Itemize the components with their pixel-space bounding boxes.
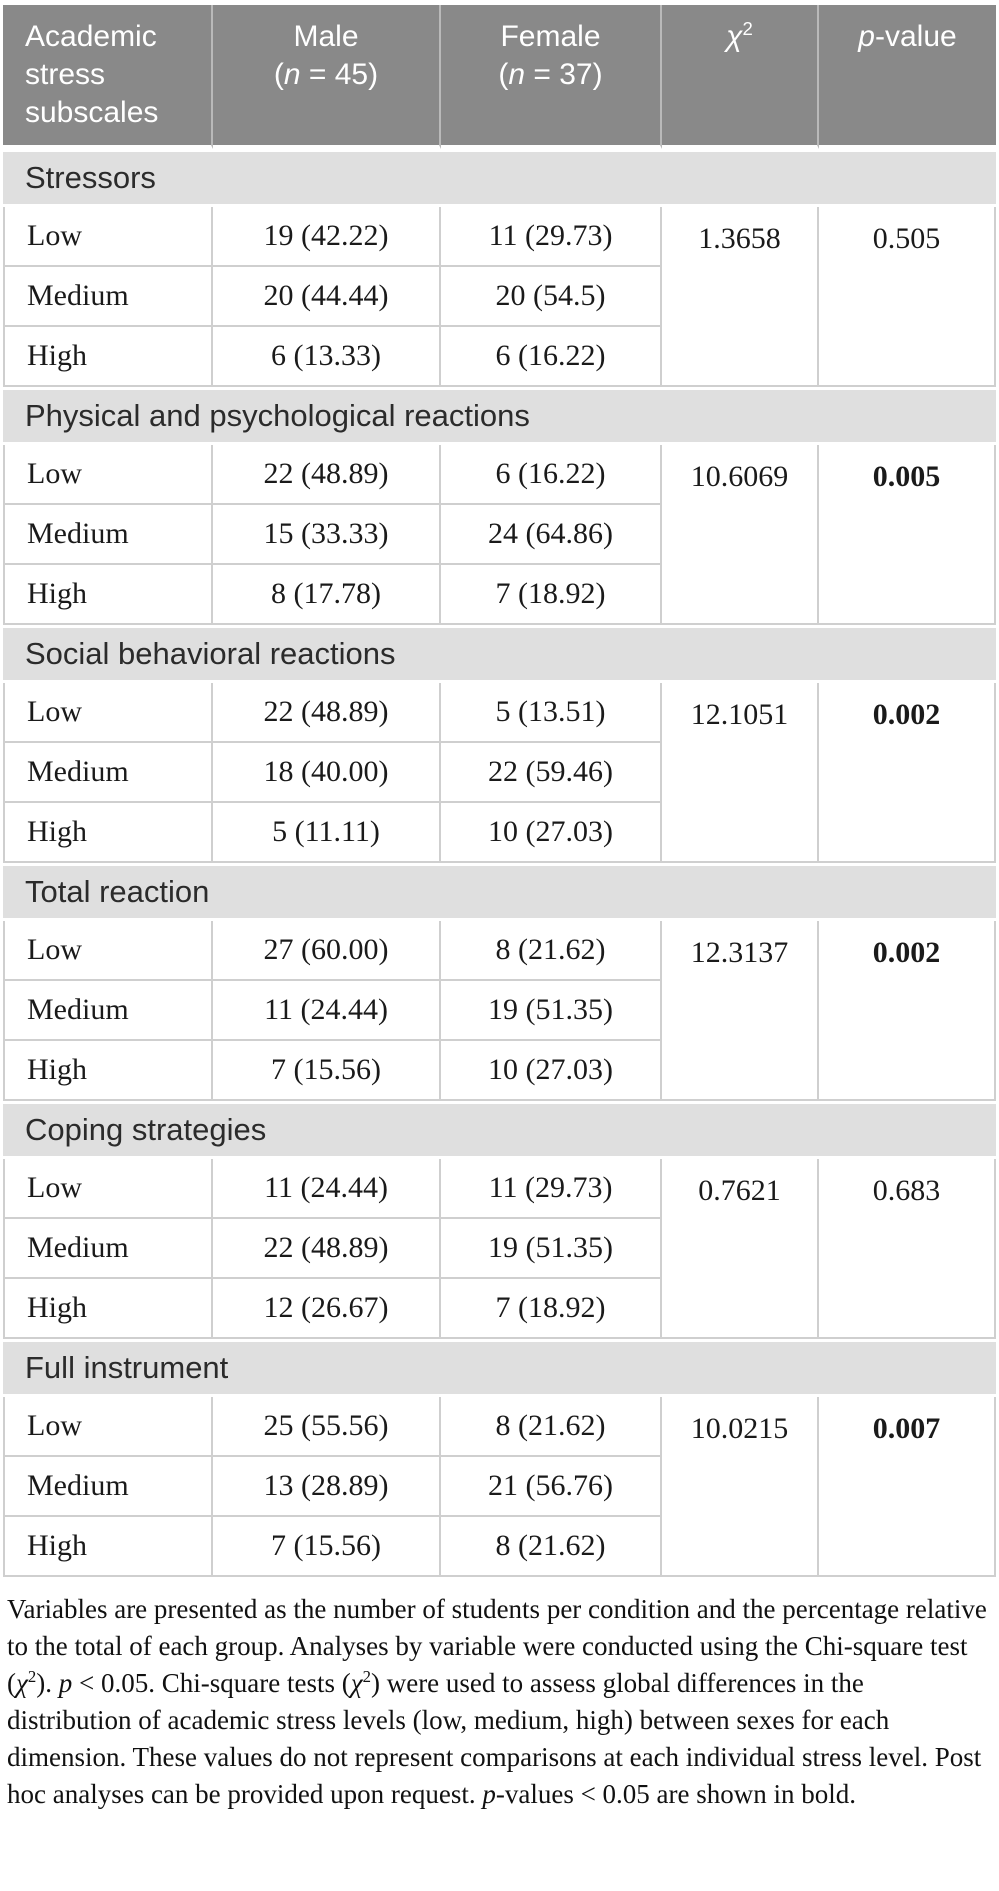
male-value-cell: 12 (26.67) xyxy=(213,1279,441,1339)
male-value-cell: 22 (48.89) xyxy=(213,683,441,743)
female-value-cell: 20 (54.5) xyxy=(441,267,662,327)
level-cell: High xyxy=(3,1279,213,1339)
female-value-cell: 22 (59.46) xyxy=(441,743,662,803)
level-cell: Low xyxy=(3,1159,213,1219)
level-cell: Low xyxy=(3,683,213,743)
section-header-row xyxy=(3,387,996,445)
level-cell: Medium xyxy=(3,743,213,803)
male-value-cell: 7 (15.56) xyxy=(213,1517,441,1577)
header-subscales: Academic stress subscales xyxy=(3,5,213,149)
female-value-cell: 7 (18.92) xyxy=(441,1279,662,1339)
male-value-cell: 7 (15.56) xyxy=(213,1041,441,1101)
section-header-row xyxy=(3,1101,996,1159)
chi2-value-cell: 12.3137 xyxy=(662,921,819,1101)
level-cell: High xyxy=(3,1517,213,1577)
header-female: Female (n = 37) xyxy=(441,5,662,149)
level-cell: High xyxy=(3,803,213,863)
female-value-cell: 19 (51.35) xyxy=(441,1219,662,1279)
chi2-value-cell: 10.6069 xyxy=(662,445,819,625)
level-cell: Medium xyxy=(3,505,213,565)
female-value-cell: 5 (13.51) xyxy=(441,683,662,743)
female-value-cell: 7 (18.92) xyxy=(441,565,662,625)
female-value-cell: 6 (16.22) xyxy=(441,327,662,387)
level-cell: Low xyxy=(3,921,213,981)
female-value-cell: 24 (64.86) xyxy=(441,505,662,565)
level-cell: Low xyxy=(3,207,213,267)
stress-table xyxy=(3,5,996,1577)
male-value-cell: 27 (60.00) xyxy=(213,921,441,981)
section-title: Full instrument xyxy=(3,1339,996,1397)
male-value-cell: 22 (48.89) xyxy=(213,445,441,505)
female-value-cell: 6 (16.22) xyxy=(441,445,662,505)
section-title: Stressors xyxy=(3,149,996,207)
female-value-cell: 11 (29.73) xyxy=(441,207,662,267)
table-row xyxy=(3,921,996,981)
female-value-cell: 8 (21.62) xyxy=(441,1517,662,1577)
female-value-cell: 8 (21.62) xyxy=(441,1397,662,1457)
section-title: Physical and psychological reactions xyxy=(3,387,996,445)
header-row xyxy=(3,5,996,149)
male-value-cell: 19 (42.22) xyxy=(213,207,441,267)
male-value-cell: 22 (48.89) xyxy=(213,1219,441,1279)
section-header-row xyxy=(3,863,996,921)
level-cell: Medium xyxy=(3,1457,213,1517)
male-value-cell: 8 (17.78) xyxy=(213,565,441,625)
header-male: Male (n = 45) xyxy=(213,5,441,149)
female-value-cell: 11 (29.73) xyxy=(441,1159,662,1219)
table-footnote: Variables are presented as the number of students per condition and the percentage relative to the total of each group. Analyses by variable were conducted using the Chi-square test $(\chi^2)$. p < 0.05. Chi-square tests $(\chi^2)$ were used to assess global differences in the distribution of academic stress levels (low, medium, high) between sexes for each dimension. These values do not represent comparisons at each individual stress level. Post hoc analyses can be provided upon request. p-values < 0.05 are shown in bold. xyxy=(7,1594,987,1809)
chi2-value-cell: 0.7621 xyxy=(662,1159,819,1339)
female-value-cell: 21 (56.76) xyxy=(441,1457,662,1517)
male-value-cell: 11 (24.44) xyxy=(213,981,441,1041)
p-value-cell: 0.505 xyxy=(819,207,996,387)
male-value-cell: 5 (11.11) xyxy=(213,803,441,863)
table-row xyxy=(3,207,996,267)
section-title: Coping strategies xyxy=(3,1101,996,1159)
female-value-cell: 10 (27.03) xyxy=(441,803,662,863)
male-value-cell: 18 (40.00) xyxy=(213,743,441,803)
chi2-value-cell: 12.1051 xyxy=(662,683,819,863)
level-cell: High xyxy=(3,327,213,387)
p-value-cell: 0.005 xyxy=(819,445,996,625)
chi2-value-cell: 10.0215 xyxy=(662,1397,819,1577)
p-value-cell: 0.002 xyxy=(819,921,996,1101)
level-cell: High xyxy=(3,1041,213,1101)
section-title: Total reaction xyxy=(3,863,996,921)
male-value-cell: 6 (13.33) xyxy=(213,327,441,387)
section-title: Social behavioral reactions xyxy=(3,625,996,683)
female-value-cell: 8 (21.62) xyxy=(441,921,662,981)
section-header-row xyxy=(3,1339,996,1397)
male-value-cell: 25 (55.56) xyxy=(213,1397,441,1457)
male-value-cell: 13 (28.89) xyxy=(213,1457,441,1517)
p-value-cell: 0.007 xyxy=(819,1397,996,1577)
level-cell: Low xyxy=(3,1397,213,1457)
header-chi2: $\chi^2$ xyxy=(662,5,819,149)
level-cell: Low xyxy=(3,445,213,505)
female-value-cell: 10 (27.03) xyxy=(441,1041,662,1101)
level-cell: Medium xyxy=(3,1219,213,1279)
male-value-cell: 20 (44.44) xyxy=(213,267,441,327)
header-pvalue: p-value xyxy=(819,5,996,149)
section-header-row xyxy=(3,149,996,207)
male-value-cell: 11 (24.44) xyxy=(213,1159,441,1219)
level-cell: Medium xyxy=(3,981,213,1041)
table-row xyxy=(3,445,996,505)
table-row xyxy=(3,1397,996,1457)
table-row xyxy=(3,1159,996,1219)
level-cell: Medium xyxy=(3,267,213,327)
p-value-cell: 0.683 xyxy=(819,1159,996,1339)
section-header-row xyxy=(3,625,996,683)
p-value-cell: 0.002 xyxy=(819,683,996,863)
female-value-cell: 19 (51.35) xyxy=(441,981,662,1041)
level-cell: High xyxy=(3,565,213,625)
male-value-cell: 15 (33.33) xyxy=(213,505,441,565)
table-row xyxy=(3,683,996,743)
chi2-value-cell: 1.3658 xyxy=(662,207,819,387)
